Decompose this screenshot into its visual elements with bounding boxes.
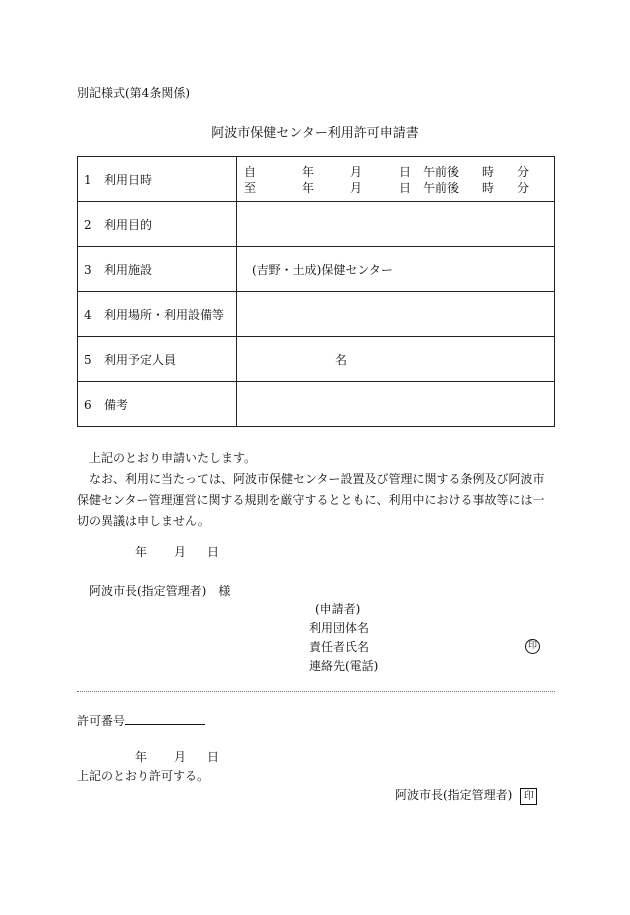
row-label-text: 利用施設	[104, 262, 153, 277]
remarks-field[interactable]	[237, 382, 555, 427]
facility-value: (吉野・土成)保健センター	[252, 262, 393, 277]
permit-date-day: 日	[207, 750, 220, 764]
row-label: 6 備考	[78, 382, 237, 427]
addressee: 阿波市長(指定管理者) 様	[89, 584, 231, 598]
permit-number	[77, 712, 205, 729]
permit-issuer: 阿波市長(指定管理者) 印	[395, 786, 537, 805]
row-label: 2 利用目的	[78, 202, 237, 247]
row-label: 1 利用日時	[78, 157, 237, 202]
issuer-seal: 印	[520, 788, 537, 805]
table-row	[78, 382, 555, 427]
application-date-month: 月	[174, 545, 187, 559]
terms-paragraph: なお、利用に当たっては、阿波市保健センター設置及び管理に関する条例及び阿波市保健センター管理運営に関する規則を厳守するとともに、利用中における事故等には一切の異議は申しません。	[77, 472, 545, 528]
application-date-year: 年	[135, 545, 148, 559]
contact-label: 連絡先(電話)	[309, 659, 379, 673]
row-label-text: 利用予定人員	[104, 352, 177, 367]
permit-number-label: 許可番号	[77, 714, 126, 728]
row-label-text: 利用場所・利用設備等	[104, 307, 225, 322]
table-row	[78, 202, 555, 247]
applicant-heading: (申請者)	[315, 602, 361, 616]
table-row	[78, 247, 555, 292]
application-date-day: 日	[207, 545, 220, 559]
permit-statement: 上記のとおり許可する。	[77, 769, 210, 783]
permit-number-line	[125, 712, 205, 725]
attendees-unit: 名	[335, 352, 348, 367]
permit-date-year: 年	[135, 750, 148, 764]
row-label: 3 利用施設	[78, 247, 237, 292]
application-table	[77, 156, 555, 427]
row-label: 4 利用場所・利用設備等	[78, 292, 237, 337]
table-row	[78, 157, 555, 202]
facility-field[interactable]	[237, 247, 555, 292]
form-reference: 別記様式(第4条関係)	[77, 86, 190, 100]
attendees-field[interactable]	[237, 337, 555, 382]
datetime-from-row: 自 年 月 日 午前後 時 分	[244, 165, 530, 179]
datetime-to-row: 至 年 月 日 午前後 時 分	[244, 181, 530, 195]
permit-date-month: 月	[174, 750, 187, 764]
document-title: 阿波市保健センター利用許可申請書	[211, 126, 419, 141]
application-statement: 上記のとおり申請いたします。	[89, 451, 257, 465]
row-label-text: 利用日時	[104, 172, 153, 187]
datetime-field[interactable]	[237, 157, 555, 202]
table-row	[78, 337, 555, 382]
honorific: 様	[218, 584, 231, 598]
organization-label: 利用団体名	[309, 621, 370, 635]
section-divider	[77, 691, 555, 692]
table-row	[78, 292, 555, 337]
representative-label: 責任者氏名	[309, 640, 370, 654]
purpose-field[interactable]	[237, 202, 555, 247]
row-label-text: 備考	[104, 397, 129, 412]
row-label-text: 利用目的	[104, 217, 153, 232]
applicant-seal: 印	[525, 637, 540, 654]
row-label: 5 利用予定人員	[78, 337, 237, 382]
location-equipment-field[interactable]	[237, 292, 555, 337]
